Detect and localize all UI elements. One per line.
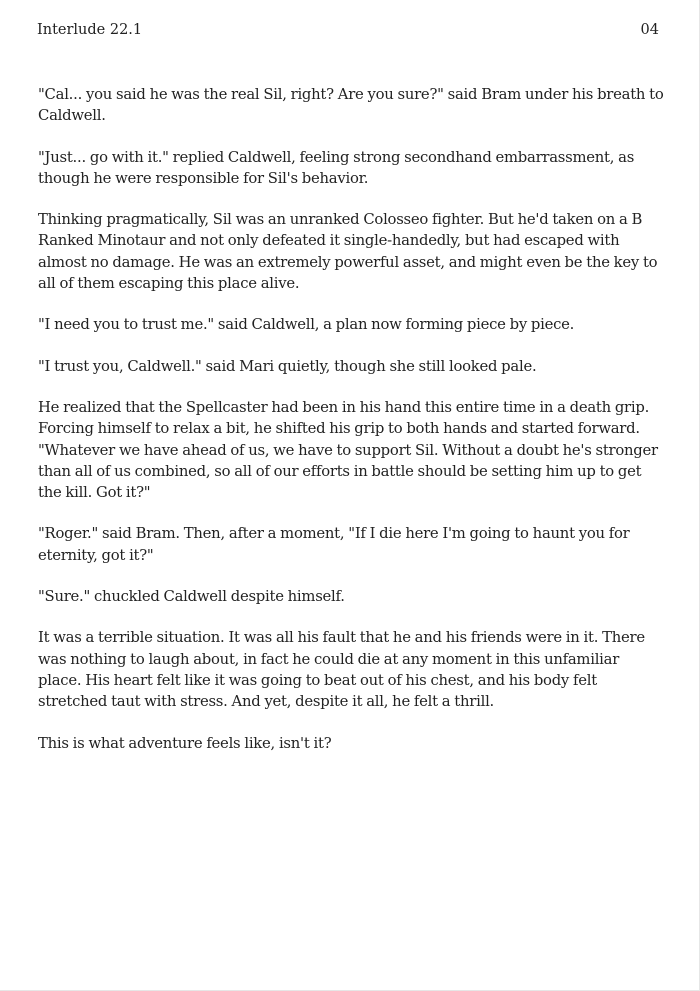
paragraph: "Cal... you said he was the real Sil, right? Are you sure?" said Bram under his breath to Caldwell. [38,86,664,125]
paragraph: This is what adventure feels like, isn't it? [38,734,332,752]
paragraph: "Sure." chuckled Caldwell despite himself. [38,588,345,606]
paragraph: Thinking pragmatically, Sil was an unranked Colosseo fighter. But he'd taken on a B Ranked Minotaur and not only defeated it single-handedly, but had escaped with almost no damage. He was an extremely powerful asset, and might even be the key to all of them escaping this place alive. [38,211,658,293]
page-header [37,22,662,42]
body-text [38,84,666,774]
chapter-title: Interlude 22.1 [37,22,143,38]
page-number: 04 [640,22,659,38]
paragraph: "I need you to trust me." said Caldwell, a plan now forming piece by piece. [38,316,575,334]
paragraph: It was a terrible situation. It was all his fault that he and his friends were in it. There was nothing to laugh about, in fact he could die at any moment in this unfamiliar place. His heart felt like it was going to beat out of his chest, and his body felt stretched taut with stress. And yet, despite it all, he felt a thrill. [38,629,645,711]
paragraph: "Roger." said Bram. Then, after a moment, "If I die here I'm going to haunt you for eternity, got it?" [38,525,630,564]
paragraph: "Just... go with it." replied Caldwell, feeling strong secondhand embarrassment, as though he were responsible for Sil's behavior. [38,148,635,187]
paragraph: "I trust you, Caldwell." said Mari quietly, though she still looked pale. [38,357,537,375]
paragraph: He realized that the Spellcaster had been in his hand this entire time in a death grip. Forcing himself to relax a bit, he shifted his grip to both hands and started forward. "Whatever we have ahead of us, we have to support Sil. Without a doubt he's stronger than all of us combined, so all of our efforts in battle should be setting him up to get the kill. Got it?" [38,398,658,502]
